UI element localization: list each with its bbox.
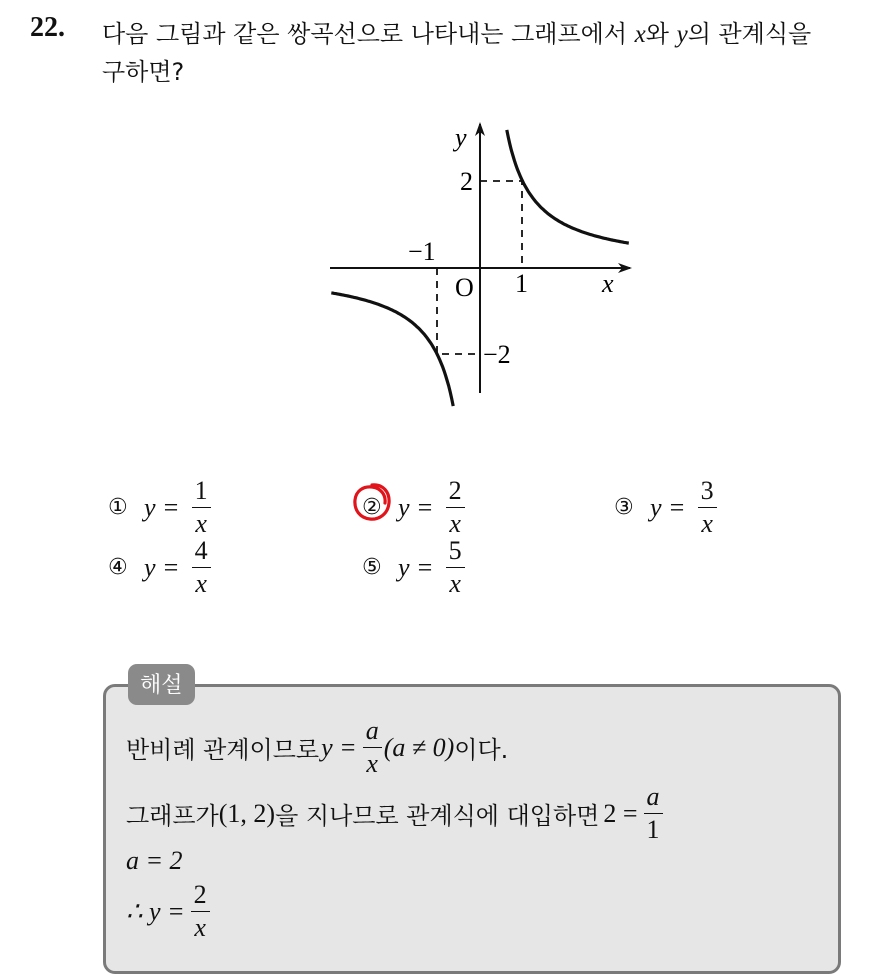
choice-mark: ④ (108, 555, 128, 580)
solution-text: 이다. (454, 736, 509, 764)
choice-lhs: y = (144, 492, 180, 522)
numerator: 2 (446, 478, 465, 508)
var-y: y (676, 21, 688, 48)
numerator: a (363, 718, 382, 748)
choice-mark: ③ (614, 495, 634, 520)
tick-label-1: 1 (515, 269, 528, 298)
solution-lhs: ∴ y = (126, 896, 185, 926)
tick-label-neg2: −2 (483, 340, 511, 369)
answer-circle-mark (350, 480, 394, 524)
denominator: x (195, 569, 207, 598)
numerator: 1 (192, 478, 211, 508)
choice-5[interactable] (362, 538, 465, 597)
choice-4[interactable] (108, 538, 211, 597)
choice-fraction (698, 478, 717, 537)
choice-3[interactable] (614, 478, 717, 537)
choice-lhs: y = (650, 492, 686, 522)
choice-lhs: y = (398, 552, 434, 582)
solution-line-2 (126, 784, 663, 843)
denominator: x (194, 913, 206, 942)
origin-label: O (455, 273, 474, 302)
tick-label-2: 2 (460, 167, 473, 196)
solution-line-3 (126, 846, 183, 876)
choice-1[interactable] (108, 478, 211, 537)
solution-line-1 (126, 718, 508, 777)
question-number: 22. (30, 12, 65, 43)
numerator: 2 (191, 882, 210, 912)
numerator: 5 (446, 538, 465, 568)
question-text-part: 와 (645, 20, 677, 48)
denominator: x (701, 509, 713, 538)
question-text-line2: 구하면? (102, 58, 185, 86)
solution-lhs: y = (321, 732, 357, 762)
solution-condition: (a ≠ 0) (383, 732, 455, 762)
solution-fraction (363, 718, 382, 777)
solution-line-4 (126, 882, 210, 941)
solution-text: 반비례 관계이므로 (126, 736, 320, 764)
hyperbola-graph (0, 0, 884, 440)
numerator: 4 (192, 538, 211, 568)
solution-point: (1, 2) (218, 798, 276, 828)
choice-fraction (446, 538, 465, 597)
denominator: x (449, 569, 461, 598)
question-text-part: 의 관계식을 (687, 20, 812, 48)
y-axis-label: y (455, 123, 467, 152)
hyperbola-branch-negative (331, 293, 453, 406)
denominator: x (449, 509, 461, 538)
var-x: x (634, 21, 646, 48)
solution-text: 그래프가 (126, 802, 219, 830)
solution-lhs: 2 = (603, 798, 638, 828)
denominator: x (366, 749, 378, 778)
tick-label-neg1: −1 (408, 237, 436, 266)
solution-text: 을 지나므로 관계식에 대입하면 (275, 802, 600, 830)
hyperbola-branch-positive (507, 130, 629, 243)
solution-equation: a = 2 (126, 846, 183, 875)
choice-fraction (446, 478, 465, 537)
denominator: x (195, 509, 207, 538)
choice-mark: ⑤ (362, 555, 382, 580)
solution-fraction (644, 784, 663, 843)
guide-line-positive (480, 181, 522, 268)
choice-lhs: y = (398, 492, 434, 522)
question-text-part: 다음 그림과 같은 쌍곡선으로 나타내는 그래프에서 (102, 20, 635, 48)
choice-mark: ① (108, 495, 128, 520)
x-axis-label: x (602, 269, 614, 298)
choice-fraction (192, 478, 211, 537)
solution-fraction (191, 882, 210, 941)
solution-tag: 해설 (128, 664, 195, 705)
denominator: 1 (646, 815, 660, 844)
choice-fraction (192, 538, 211, 597)
numerator: 3 (698, 478, 717, 508)
choice-lhs: y = (144, 552, 180, 582)
choice-mark: ② (362, 495, 382, 520)
numerator: a (644, 784, 663, 814)
